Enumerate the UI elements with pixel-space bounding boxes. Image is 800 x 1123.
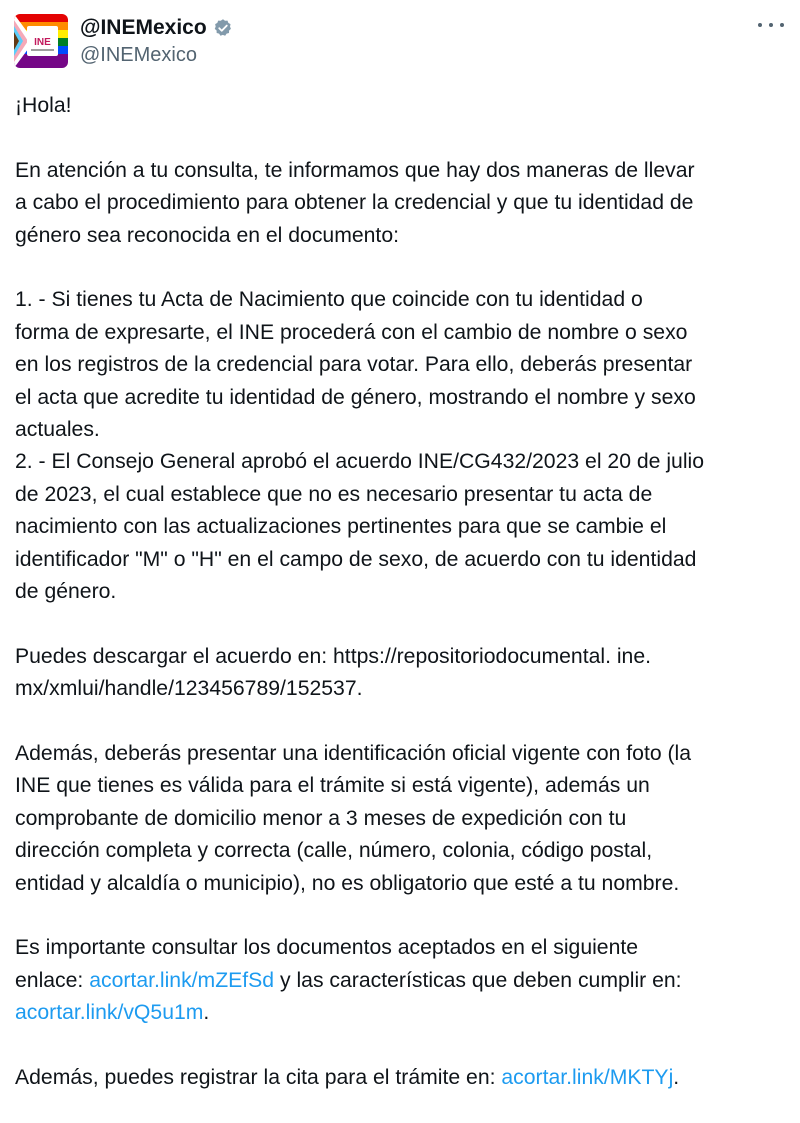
- docs-end: .: [203, 1001, 210, 1025]
- docs-line: Es importante consultar los documentos aceptados en el siguiente: [15, 936, 639, 960]
- tweet-text: [15, 90, 795, 1095]
- requirements-line: comprobante de domicilio menor a 3 meses de expedición con tu: [15, 806, 627, 830]
- point2-line: 2. - El Consejo General aprobó el acuerdo INE/CG432/2023 el 20 de julio: [15, 450, 705, 474]
- intro-line: En atención a tu consulta, te informamos que hay dos maneras de llevar: [15, 158, 695, 182]
- tweet-header: [14, 14, 786, 70]
- more-options-icon[interactable]: [758, 18, 784, 32]
- docs-line-link2: [15, 997, 795, 1029]
- point2-line: de 2023, el cual establece que no es necesario presentar tu acta de: [15, 482, 653, 506]
- requirements-line: dirección completa y correcta (calle, número, colonia, código postal,: [15, 839, 653, 863]
- point2-line: nacimiento con las actualizaciones pertinentes para que se cambie el: [15, 515, 667, 539]
- docs-prefix: enlace:: [15, 968, 90, 992]
- download-line: mx/xmlui/handle/123456789/152537.: [15, 677, 363, 701]
- point1-line: en los registros de la credencial para votar. Para ello, deberás presentar: [15, 353, 693, 377]
- avatar-logo-text: INE: [34, 37, 51, 48]
- docs-line-links: [15, 965, 795, 997]
- download-line: Puedes descargar el acuerdo en: https://repositoriodocumental. ine.: [15, 644, 652, 668]
- point2-line: de género.: [15, 580, 117, 604]
- account-handle[interactable]: @INEMexico: [80, 44, 197, 66]
- verified-badge-icon: [213, 18, 233, 38]
- requirements-line: entidad y alcaldía o municipio), no es obligatorio que esté a tu nombre.: [15, 871, 680, 895]
- requirements-line: INE que tienes es válida para el trámite si está vigente), además un: [15, 774, 650, 798]
- point1-line: actuales.: [15, 418, 100, 442]
- point1-line: el acta que acredite tu identidad de género, mostrando el nombre y sexo: [15, 385, 696, 409]
- point1-line: forma de expresarte, el INE procederá con el cambio de nombre o sexo: [15, 320, 688, 344]
- avatar[interactable]: [14, 14, 68, 68]
- display-name-text[interactable]: @INEMexico: [80, 16, 207, 39]
- intro-line: a cabo el procedimiento para obtener la credencial y que tu identidad de: [15, 191, 694, 215]
- point2-line: identificador "M" o "H" en el campo de sexo, de acuerdo con tu identidad: [15, 547, 697, 571]
- docs-link-characteristics[interactable]: acortar.link/vQ5u1m: [15, 1001, 204, 1025]
- appointment-end: .: [673, 1066, 680, 1090]
- appointment-link[interactable]: acortar.link/MKTYj: [501, 1066, 674, 1090]
- greeting-text: ¡Hola!: [15, 94, 72, 117]
- point1-line: 1. - Si tienes tu Acta de Nacimiento que coincide con tu identidad o: [15, 288, 643, 312]
- docs-link-accepted[interactable]: acortar.link/mZEfSd: [89, 968, 275, 992]
- display-name[interactable]: [80, 16, 233, 40]
- intro-line: género sea reconocida en el documento:: [15, 223, 399, 247]
- appointment-prefix: Además, puedes registrar la cita para el trámite en:: [15, 1066, 502, 1090]
- appointment-line: [15, 1062, 795, 1094]
- docs-middle: y las características que deben cumplir en:: [274, 968, 682, 992]
- account-names: [80, 16, 233, 68]
- requirements-line: Además, deberás presentar una identificación oficial vigente con foto (la: [15, 742, 692, 766]
